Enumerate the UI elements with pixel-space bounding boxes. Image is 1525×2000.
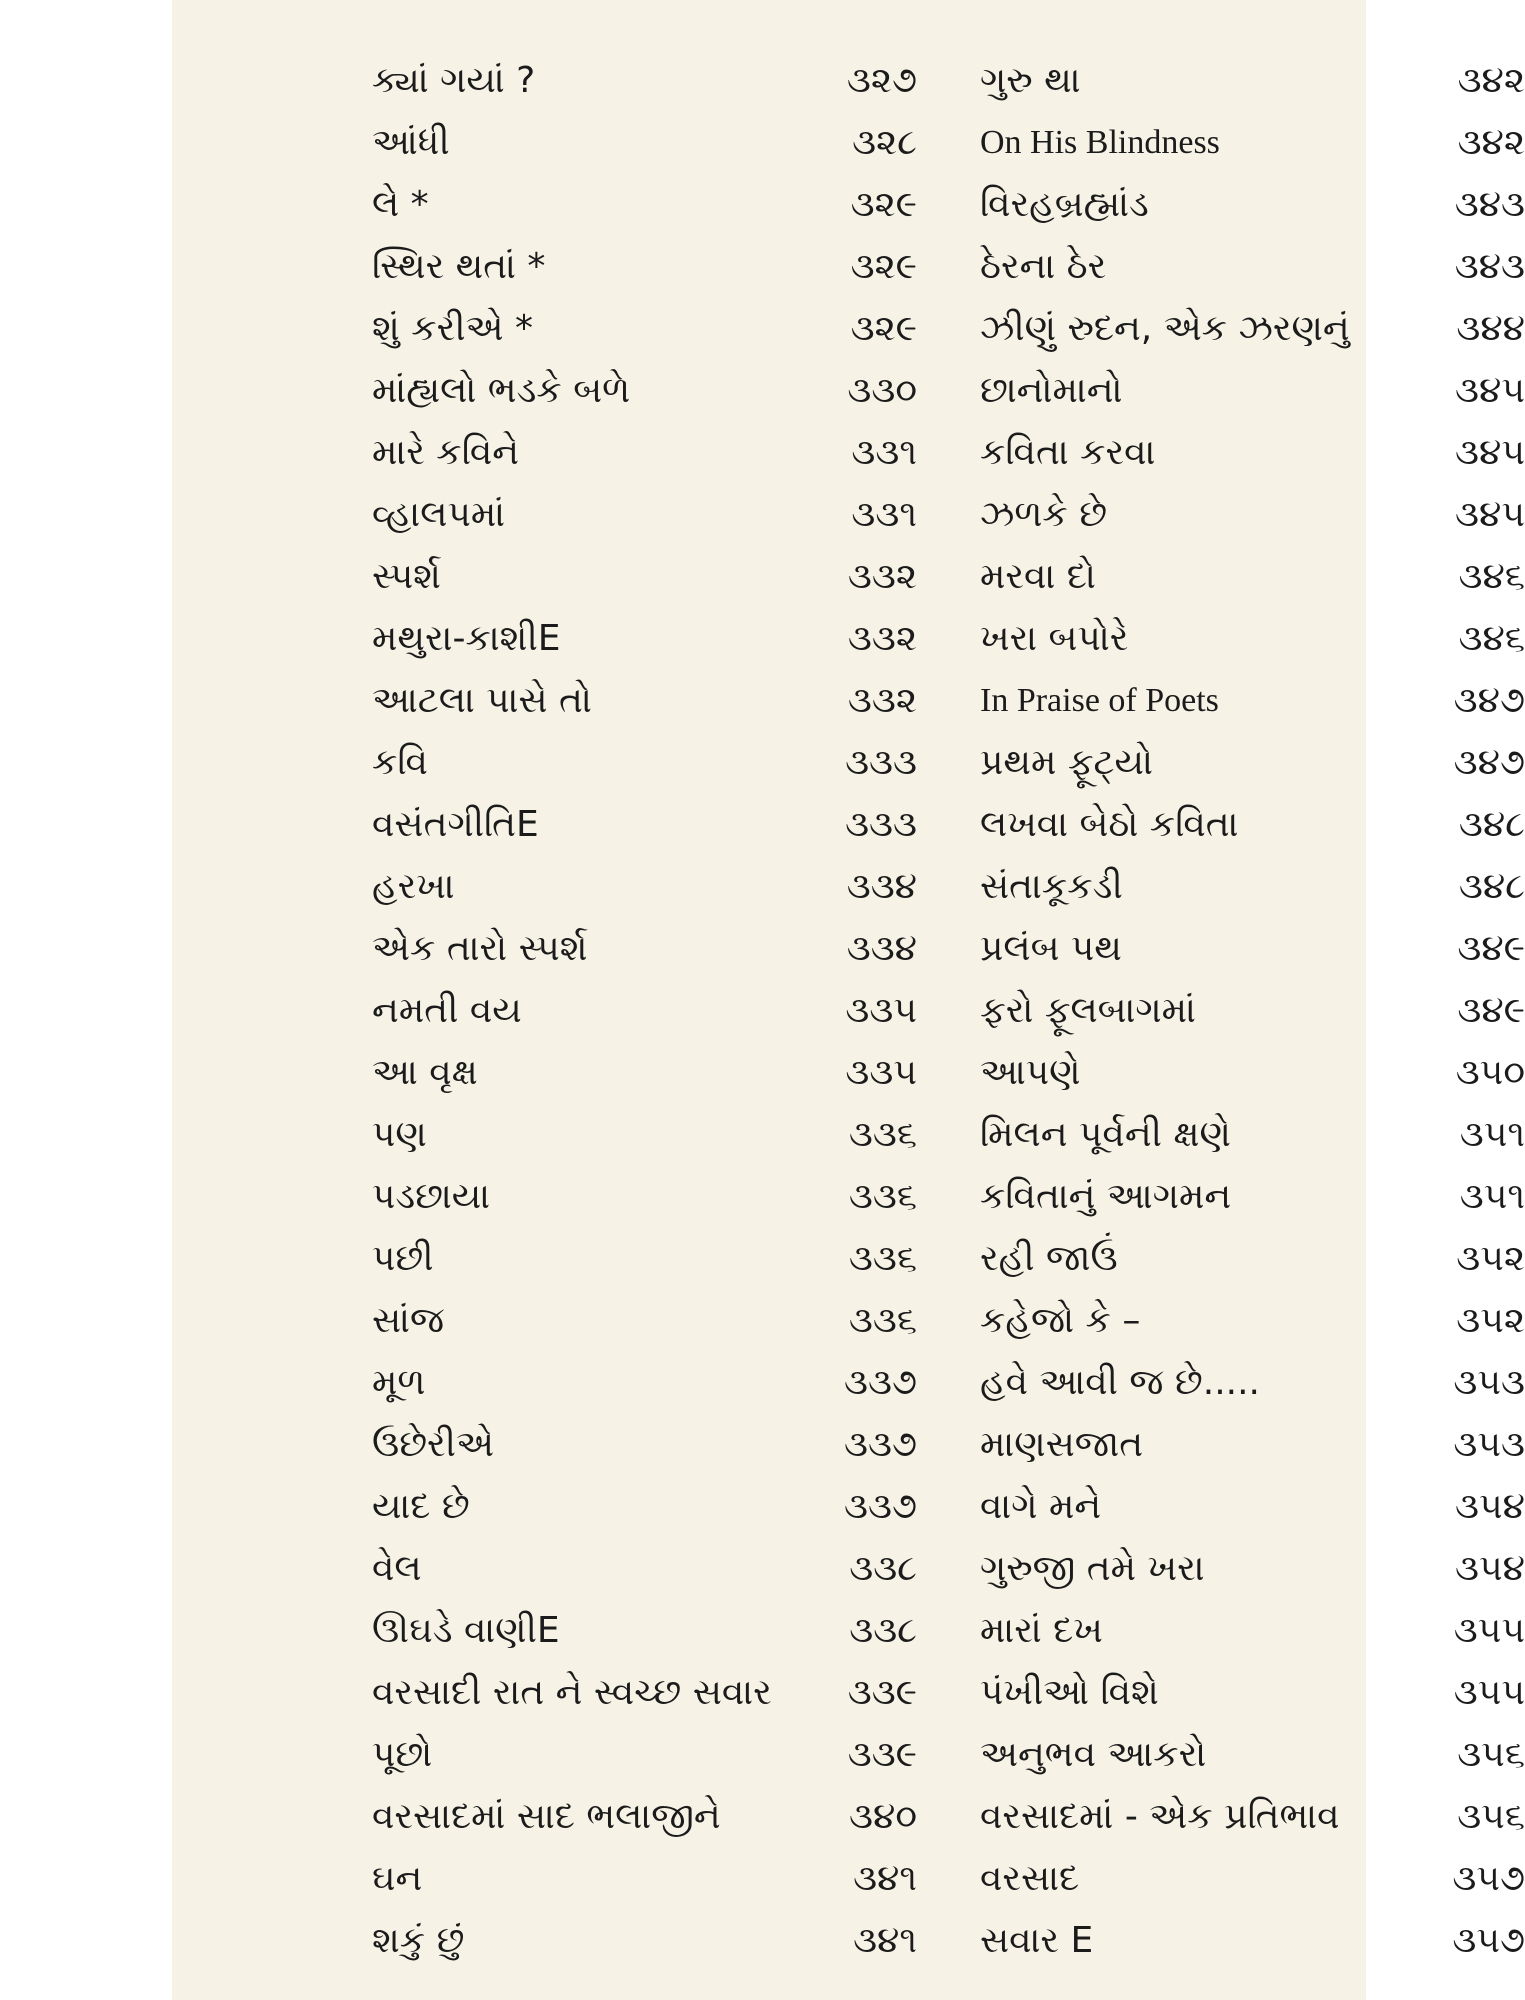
toc-entry xyxy=(372,1786,917,1848)
toc-entry-title: On His Blindness xyxy=(980,124,1220,161)
toc-entry-page-number: ૩૩૮ xyxy=(849,1610,917,1651)
toc-entry xyxy=(372,794,917,856)
toc-entry-page-number: ૩૪૪ xyxy=(1456,308,1525,349)
toc-entry-page-number: ૩૩૯ xyxy=(847,1672,917,1713)
toc-entry-title: રહી જાઉં xyxy=(980,1238,1118,1279)
toc-entry-title: સાંજ xyxy=(372,1300,445,1341)
toc-entry-page-number: ૩૫૨ xyxy=(1456,1300,1525,1341)
toc-entry-title: મથુરા-કાશીE xyxy=(372,618,561,659)
toc-entry-page-number: ૩૪૦ xyxy=(849,1796,917,1837)
toc-entry-title: પૂછો xyxy=(372,1734,433,1775)
toc-entry xyxy=(980,360,1525,422)
book-page xyxy=(172,0,1525,2000)
toc-entry-page-number: ૩૫૨ xyxy=(1456,1238,1525,1279)
toc-entry xyxy=(372,856,917,918)
toc-entry-page-number: ૩૪૧ xyxy=(853,1858,917,1899)
toc-entry xyxy=(372,1600,917,1662)
toc-entry xyxy=(372,1538,917,1600)
toc-entry-page-number: ૩૫૩ xyxy=(1453,1424,1525,1465)
toc-entry xyxy=(372,608,917,670)
toc-entry xyxy=(372,918,917,980)
toc-entry-title: ફરો ફૂલબાગમાં xyxy=(980,990,1196,1031)
toc-entry xyxy=(980,1476,1525,1538)
toc-entry-page-number: ૩૪૫ xyxy=(1455,432,1525,473)
toc-entry xyxy=(372,236,917,298)
toc-entry-title: પણ xyxy=(372,1114,427,1155)
toc-entry xyxy=(372,112,917,174)
toc-entry xyxy=(980,1352,1525,1414)
toc-entry-page-number: ૩૫૦ xyxy=(1455,1052,1525,1093)
toc-entry-title: મૂળ xyxy=(372,1362,426,1403)
toc-entry-page-number: ૩૪૨ xyxy=(1457,122,1525,163)
toc-entry xyxy=(372,670,917,732)
toc-entry-title: કહેજો કે – xyxy=(980,1300,1141,1341)
toc-entry-page-number: ૩૪૬ xyxy=(1458,556,1525,597)
toc-entry xyxy=(372,1848,917,1910)
toc-entry xyxy=(980,1786,1525,1848)
toc-entry-page-number: ૩૩૫ xyxy=(845,1052,917,1093)
toc-entry-page-number: ૩૩૬ xyxy=(848,1114,917,1155)
toc-entry-page-number: ૩૩૨ xyxy=(847,680,917,721)
toc-entry xyxy=(980,1104,1525,1166)
toc-entry-title: વિરહબ્રહ્માંડ xyxy=(980,184,1149,225)
toc-entry-page-number: ૩૩૪ xyxy=(846,866,917,907)
toc-entry xyxy=(980,1910,1525,1972)
toc-entry xyxy=(980,1166,1525,1228)
toc-entry-page-number: ૩૫૪ xyxy=(1455,1486,1525,1527)
toc-entry xyxy=(980,422,1525,484)
toc-entry xyxy=(372,1042,917,1104)
toc-entry xyxy=(372,298,917,360)
toc-entry-page-number: ૩૫૭ xyxy=(1452,1920,1525,1961)
toc-entry-title: વરસાદમાં સાદ ભલાજીને xyxy=(372,1796,721,1837)
toc-entry-page-number: ૩૩૯ xyxy=(847,1734,917,1775)
toc-entry-title: In Praise of Poets xyxy=(980,682,1219,719)
toc-entry-title: ઝળકે છે xyxy=(980,494,1108,535)
toc-entry-title: સ્પર્શ xyxy=(372,556,441,597)
toc-entry-page-number: ૩૨૯ xyxy=(850,184,917,225)
toc-entry-page-number: ૩૫૧ xyxy=(1459,1176,1525,1217)
toc-entry-title: કવિ xyxy=(372,742,428,783)
toc-entry-title: પડછાયા xyxy=(372,1176,491,1217)
toc-entry-title: આ વૃક્ષ xyxy=(372,1052,478,1093)
toc-entry-page-number: ૩૪૮ xyxy=(1458,804,1525,845)
toc-entry xyxy=(980,1042,1525,1104)
toc-entry-title: યાદ છે xyxy=(372,1486,470,1527)
toc-entry-title: મિલન પૂર્વની ક્ષણે xyxy=(980,1114,1231,1155)
toc-entry-title: આપણે xyxy=(980,1052,1081,1093)
toc-entry-page-number: ૩૩૭ xyxy=(844,1486,917,1527)
toc-entry xyxy=(372,50,917,112)
toc-entry-title: વાગે મને xyxy=(980,1486,1102,1527)
toc-entry xyxy=(372,546,917,608)
toc-entry-title: ઠેરના ઠેર xyxy=(980,246,1107,287)
toc-entry-title: ખરા બપોરે xyxy=(980,618,1129,659)
toc-entry xyxy=(372,1414,917,1476)
toc-entry-page-number: ૩૩૭ xyxy=(844,1424,917,1465)
toc-entry-title: શકું છું xyxy=(372,1920,465,1961)
toc-entry-title: મરવા દો xyxy=(980,556,1096,597)
toc-entry-page-number: ૩૪૫ xyxy=(1455,494,1525,535)
toc-entry-title: વ્હાલપમાં xyxy=(372,494,506,535)
toc-entry-page-number: ૩૩૨ xyxy=(847,556,917,597)
toc-entry xyxy=(980,794,1525,856)
toc-entry xyxy=(372,484,917,546)
toc-entry xyxy=(980,236,1525,298)
toc-entry-title: ગુરુ થા xyxy=(980,60,1081,101)
toc-entry-page-number: ૩૩૪ xyxy=(846,928,917,969)
toc-entry-page-number: ૩૩૩ xyxy=(845,804,917,845)
toc-entry-title: વેલ xyxy=(372,1548,422,1589)
toc-entry-title: ઊઘડે વાણીE xyxy=(372,1610,560,1651)
toc-entry-title: છાનોમાનો xyxy=(980,370,1123,411)
toc-entry xyxy=(980,484,1525,546)
toc-entry xyxy=(980,608,1525,670)
toc-entry-page-number: ૩૨૮ xyxy=(852,122,917,163)
toc-entry-title: લખવા બેઠો કવિતા xyxy=(980,804,1239,845)
toc-entry-title: ઉછેરીએ xyxy=(372,1424,494,1465)
toc-entry-title: હરખા xyxy=(372,866,455,907)
toc-entry xyxy=(980,856,1525,918)
toc-entry-page-number: ૩૨૯ xyxy=(850,246,917,287)
toc-entry-page-number: ૩૪૯ xyxy=(1457,928,1525,969)
toc-entry-page-number: ૩૪૩ xyxy=(1454,184,1525,225)
toc-entry xyxy=(980,670,1525,732)
toc-entry-page-number: ૩૪૮ xyxy=(1458,866,1525,907)
toc-entry xyxy=(372,1290,917,1352)
toc-entry-title: ઘન xyxy=(372,1858,423,1899)
toc-entry-title: વરસાદ xyxy=(980,1858,1080,1899)
toc-entry-title: સવાર E xyxy=(980,1920,1094,1961)
toc-entry-page-number: ૩૫૭ xyxy=(1452,1858,1525,1899)
toc-entry-title: હવે આવી જ છે..... xyxy=(980,1362,1260,1403)
toc-entry-page-number: ૩૪૫ xyxy=(1455,370,1525,411)
toc-entry-title: વરસાદી રાત ને સ્વચ્છ સવાર xyxy=(372,1672,772,1713)
toc-entry-page-number: ૩૩૧ xyxy=(851,432,917,473)
toc-entry-title: પ્રલંબ પથ xyxy=(980,928,1122,969)
toc-entry-title: આટલા પાસે તો xyxy=(372,680,592,721)
toc-entry xyxy=(980,546,1525,608)
toc-entry xyxy=(372,1724,917,1786)
toc-entry xyxy=(372,1104,917,1166)
toc-entry xyxy=(980,980,1525,1042)
toc-entry-page-number: ૩૫૧ xyxy=(1459,1114,1525,1155)
toc-entry-title: અનુભવ આકરો xyxy=(980,1734,1207,1775)
toc-entry-title: વસંતગીતિE xyxy=(372,804,539,845)
toc-entry xyxy=(980,1600,1525,1662)
toc-entry-page-number: ૩૪૨ xyxy=(1457,60,1525,101)
toc-entry-page-number: ૩૨૭ xyxy=(846,60,917,101)
toc-entry xyxy=(980,174,1525,236)
toc-entry xyxy=(372,1228,917,1290)
toc-entry-page-number: ૩૩૭ xyxy=(844,1362,917,1403)
toc-entry xyxy=(980,918,1525,980)
toc-entry xyxy=(980,298,1525,360)
toc-entry-page-number: ૩૫૬ xyxy=(1457,1734,1525,1775)
toc-entry-page-number: ૩૩૩ xyxy=(845,742,917,783)
toc-entry xyxy=(372,1476,917,1538)
toc-entry-page-number: ૩૨૯ xyxy=(850,308,917,349)
toc-entry-title: કવિતા કરવા xyxy=(980,432,1156,473)
toc-entry-title: ગુરુજી તમે ખરા xyxy=(980,1548,1205,1589)
toc-entry-title: સંતાકૂકડી xyxy=(980,866,1123,907)
toc-entry-title: મારે કવિને xyxy=(372,432,520,473)
toc-entry-title: ક્યાં ગયાં ? xyxy=(372,60,536,101)
toc-entry xyxy=(980,732,1525,794)
toc-entry xyxy=(980,1724,1525,1786)
toc-entry-page-number: ૩૩૦ xyxy=(847,370,917,411)
toc-entry-page-number: ૩૪૩ xyxy=(1454,246,1525,287)
toc-entry-title: માંહ્યલો ભડકે બળે xyxy=(372,370,631,411)
toc-entry-title: સ્થિર થતાં * xyxy=(372,246,546,287)
toc-entry-title: પંખીઓ વિશે xyxy=(980,1672,1159,1713)
toc-entry-page-number: ૩૪૧ xyxy=(853,1920,917,1961)
toc-entry-page-number: ૩૫૫ xyxy=(1453,1672,1525,1713)
toc-entry-page-number: ૩૩૬ xyxy=(848,1176,917,1217)
toc-entry xyxy=(980,1662,1525,1724)
toc-entry-page-number: ૩૫૬ xyxy=(1457,1796,1525,1837)
toc-entry-page-number: ૩૪૭ xyxy=(1453,742,1525,783)
toc-entry-title: માણસજાત xyxy=(980,1424,1144,1465)
toc-entry xyxy=(372,1352,917,1414)
toc-left-column xyxy=(372,50,917,1972)
toc-entry-title: પછી xyxy=(372,1238,434,1279)
toc-entry xyxy=(980,1538,1525,1600)
toc-entry-page-number: ૩૩૮ xyxy=(849,1548,917,1589)
toc-entry-title: આંધી xyxy=(372,122,450,163)
toc-entry-title: કવિતાનું આગમન xyxy=(980,1176,1232,1217)
toc-entry-title: મારાં દખ xyxy=(980,1610,1103,1651)
toc-entry-page-number: ૩૪૬ xyxy=(1458,618,1525,659)
toc-entry xyxy=(372,360,917,422)
toc-entry-page-number: ૩૩૫ xyxy=(845,990,917,1031)
toc-entry-page-number: ૩૩૬ xyxy=(848,1238,917,1279)
toc-entry-page-number: ૩૪૭ xyxy=(1453,680,1525,721)
toc-entry xyxy=(980,50,1525,112)
toc-entry-title: ઝીણું રુદન, એક ઝરણનું xyxy=(980,308,1350,349)
toc-entry-page-number: ૩૫૩ xyxy=(1453,1362,1525,1403)
toc-entry xyxy=(372,174,917,236)
toc-entry-title: વરસાદમાં - એક પ્રતિભાવ xyxy=(980,1796,1340,1837)
toc-entry xyxy=(372,422,917,484)
toc-entry xyxy=(372,732,917,794)
toc-entry xyxy=(372,1662,917,1724)
toc-entry xyxy=(372,980,917,1042)
toc-entry xyxy=(980,1228,1525,1290)
toc-entry xyxy=(980,112,1525,174)
toc-entry-title: એક તારો સ્પર્શ xyxy=(372,928,588,969)
toc-entry-page-number: ૩૪૯ xyxy=(1457,990,1525,1031)
toc-right-column xyxy=(980,50,1525,1972)
toc-entry-title: નમતી વય xyxy=(372,990,522,1031)
toc-entry xyxy=(980,1414,1525,1476)
toc-entry-page-number: ૩૩૧ xyxy=(851,494,917,535)
toc-entry-title: શું કરીએ * xyxy=(372,308,533,349)
toc-entry-title: લે * xyxy=(372,184,429,225)
toc-entry-title: પ્રથમ ફૂટ્યો xyxy=(980,742,1153,783)
toc-entry-page-number: ૩૫૪ xyxy=(1455,1548,1525,1589)
toc-entry xyxy=(372,1166,917,1228)
toc-entry-page-number: ૩૩૬ xyxy=(848,1300,917,1341)
toc-entry xyxy=(980,1290,1525,1352)
toc-entry-page-number: ૩૩૨ xyxy=(847,618,917,659)
toc-entry-page-number: ૩૫૫ xyxy=(1453,1610,1525,1651)
toc-entry xyxy=(372,1910,917,1972)
toc-entry xyxy=(980,1848,1525,1910)
